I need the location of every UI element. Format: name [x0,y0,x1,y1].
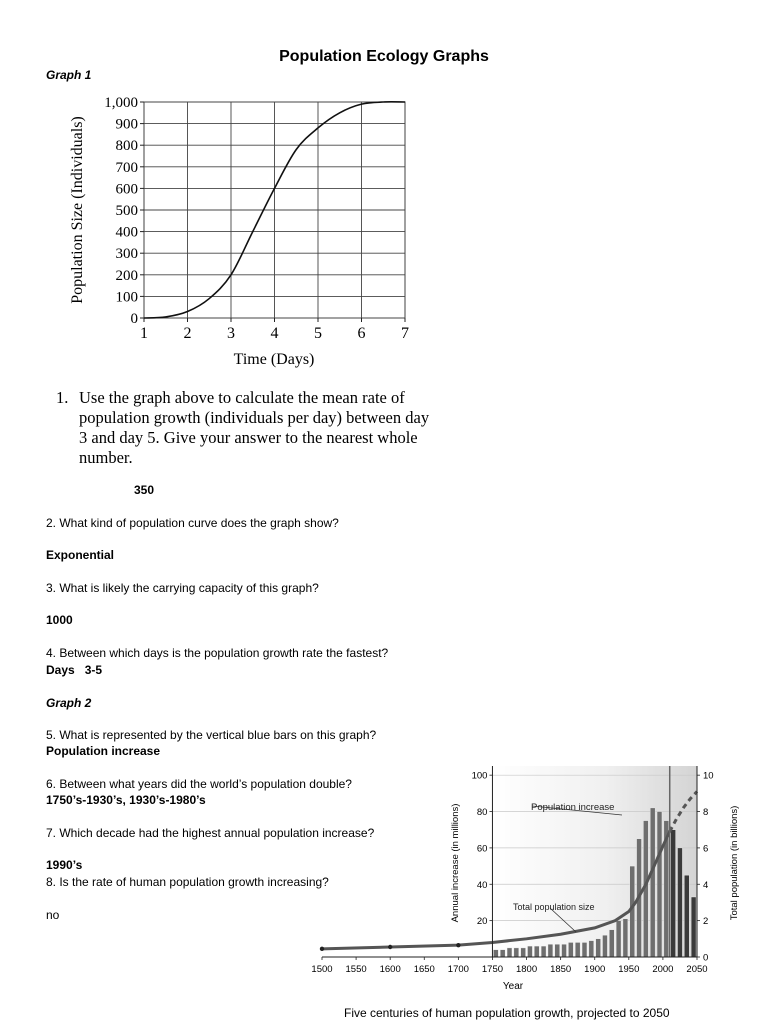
chart1-x-tick-label: 2 [183,325,192,342]
chart2-y2-axis-label: Total population (in billions) [729,805,740,921]
question-5: 5. What is represented by the vertical blue bars on this graph? [46,728,377,742]
population-point [320,947,324,951]
chart1-y-tick-label: 1,000 [104,95,138,111]
page-title: Population Ecology Graphs [279,48,489,65]
population-increase-bar [589,941,594,957]
chart2-y2-tick-label: 8 [703,807,709,819]
chart2-x-tick-label: 1800 [515,964,538,975]
question-6: 6. Between what years did the world’s population double? [46,777,352,791]
answer-4: Days 3-5 [46,663,103,677]
answer-6: 1750’s-1930’s, 1930’s-1980’s [46,793,206,807]
chart2-y2-tick-labels [703,771,714,964]
chart1-y-tick-label: 600 [115,181,138,198]
chart2-x-tick-label: 2050 [686,964,708,975]
graph2-label: Graph 2 [46,696,92,710]
chart2-x-tick-label: 1750 [481,964,504,975]
population-increase-bar [568,942,573,957]
population-increase-bar [609,930,614,957]
chart2-x-tick-label: 1700 [447,964,469,975]
population-increase-bar [555,944,560,957]
chart1-y-tick-label: 0 [130,311,138,327]
population-increase-bar [507,948,512,957]
population-point [456,943,460,947]
question-3: 3. What is likely the carrying capacity of this graph? [46,581,319,595]
chart1-x-tick-label: 4 [270,325,279,342]
chart2-x-tick-labels [311,964,707,975]
chart1-ticks [140,102,405,322]
population-increase-bar [521,948,526,957]
chart1-grid [144,102,405,318]
chart1-x-tick-label: 7 [401,325,409,342]
chart2-y-tick-label: 60 [476,843,488,855]
population-increase-bar [541,946,546,957]
chart2-y2-tick-label: 10 [703,770,714,782]
chart2-x-tick-label: 1550 [345,964,367,975]
population-increase-bar [500,950,505,957]
population-increase-bar [650,808,655,957]
chart1-y-tick-label: 400 [115,224,138,241]
chart1-x-tick-label: 5 [314,325,322,342]
chart1-x-tick-label: 3 [227,325,235,342]
answer-2: Exponential [46,548,115,562]
chart2-x-axis-label: Year [502,981,524,992]
question-1-text: Use the graph above to calculate the mean rate of population growth (individuals per day) between day 3 and day 5. Give your answer to the nearest whole number. [79,388,430,467]
population-increase-bar [493,950,498,957]
population-increase-bar [596,939,601,957]
chart1-y-tick-label: 900 [115,116,138,133]
human-population-chart [300,760,768,1000]
population-increase-bar [582,942,587,957]
answer-3: 1000 [46,613,73,627]
chart1-y-tick-label: 300 [115,246,138,263]
chart1-y-tick-label: 100 [115,289,138,306]
chart1-y-tick-label: 200 [115,267,138,284]
graph1-label: Graph 1 [46,68,92,82]
population-increase-annotation: Population increase [531,802,615,813]
answer-7: 1990’s [46,858,83,872]
total-population-annotation: Total population size [513,902,595,912]
population-increase-bar [562,944,567,957]
logistic-growth-chart [60,86,420,376]
chart1-y-tick-labels [104,95,138,327]
question-1-number: 1. [56,388,69,407]
chart2-y-tick-labels [472,771,488,927]
chart2-x-tick-label: 1900 [584,964,606,975]
population-increase-bar [671,830,676,957]
chart2-y2-tick-label: 2 [703,916,709,928]
chart2-x-tick-label: 1500 [311,964,333,975]
population-increase-bar [603,935,608,957]
answer-8: no [46,908,60,922]
chart1-x-tick-label: 6 [357,325,366,342]
population-increase-bar [528,946,533,957]
chart1-y-tick-label: 800 [115,138,138,155]
population-increase-bar [575,942,580,957]
population-increase-bar [548,944,553,957]
chart2-x-tick-label: 1850 [550,964,572,975]
question-8: 8. Is the rate of human population growth increasing? [46,875,329,889]
population-increase-bar [657,812,662,957]
population-point [388,945,392,949]
chart1-y-axis-label: Population Size (Individuals) [69,116,86,304]
chart2-y-axis-label: Annual increase (in millions) [450,803,461,923]
population-increase-bar [678,848,683,957]
chart2-x-tick-label: 2000 [652,964,674,975]
chart2-x-tick-label: 1600 [379,964,401,975]
question-1 [56,388,436,468]
chart1-y-tick-label: 500 [115,203,138,219]
chart1-y-tick-label: 700 [115,159,138,176]
chart2-y2-tick-label: 0 [703,952,709,964]
population-increase-bar [534,946,539,957]
chart2-x-tick-label: 1650 [413,964,435,975]
chart1-x-tick-labels [140,325,409,342]
population-increase-bar [514,948,519,957]
population-increase-bar [623,919,628,957]
chart2-y2-tick-label: 4 [703,879,709,891]
chart2-y-tick-label: 80 [476,807,488,819]
question-4: 4. Between which days is the population growth rate the fastest? [46,646,389,660]
question-7: 7. Which decade had the highest annual population increase? [46,826,375,840]
graph2-caption: Five centuries of human population growth, projected to 2050 [344,1006,670,1020]
chart2-x-tick-label: 1950 [618,964,640,975]
chart1-x-tick-label: 1 [140,325,148,342]
answer-5: Population increase [46,744,161,758]
chart1-x-axis-label: Time (Days) [233,351,315,368]
answer-1: 350 [134,483,155,497]
population-increase-bar [684,875,689,957]
population-increase-bar [616,921,621,957]
chart2-y-tick-label: 100 [471,770,488,782]
chart2-y-tick-label: 40 [476,879,488,891]
chart2-y2-tick-label: 6 [703,843,709,855]
chart2-y-tick-label: 20 [476,916,488,928]
question-2: 2. What kind of population curve does the graph show? [46,516,339,530]
population-increase-bar [691,897,696,957]
